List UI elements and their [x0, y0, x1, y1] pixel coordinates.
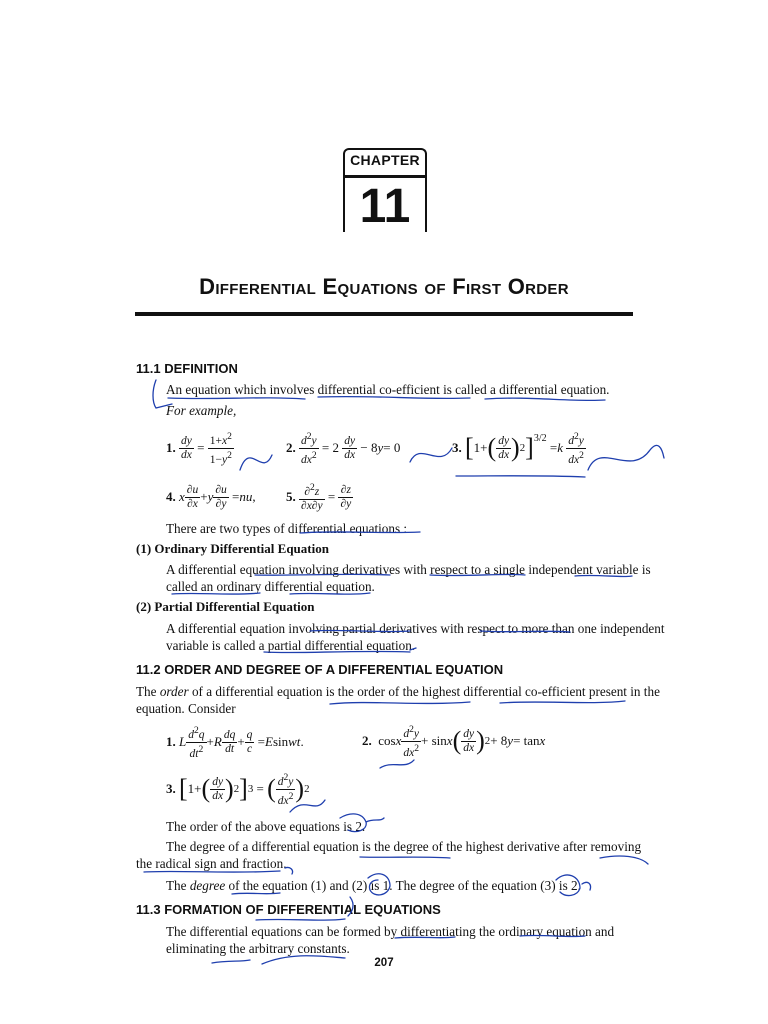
chapter-label: CHAPTER — [350, 152, 420, 168]
order-equation-2: 2. cos x $\frac{d^2y}{dx^2}$ + sin x ( $\frac{dy}{dx}$ ) 2 + 8 y = tan x — [362, 723, 546, 759]
section-heading-11-2: 11.2 ORDER AND DEGREE OF A DIFFERENTIAL EQUATION — [136, 662, 504, 677]
page-number: 207 — [374, 957, 394, 969]
example-equation-5: 5. $\frac{\partial^2z}{\partial x\partial y}$ = $\frac{\partial z}{\partial y}$ — [286, 482, 352, 512]
title-rule — [135, 312, 633, 316]
pde-title: (2) Partial Differential Equation — [136, 599, 315, 614]
ode-line-2: called an ordinary differential equation. — [166, 579, 375, 594]
formation-line-2: eliminating the arbitrary constants. — [166, 941, 350, 956]
example-equation-4: 4. x $\frac{\partial u}{\partial x}$ + y $\frac{\partial u}{\partial y}$ = nu , — [166, 483, 256, 510]
order-def-line-1: The order of a differential equation is the order of the highest differential co-efficient present in the — [136, 684, 660, 699]
formation-line-1: The differential equations can be formed by differentiating the ordinary equation and — [166, 924, 615, 939]
example-equation-2: 2. $\frac{d^2y}{dx^2}$ = 2 $\frac{dy}{dx}$ − 8 y = 0 — [286, 430, 401, 466]
example-equation-1: 1. $\frac{dy}{dx}$ = $\frac{1+x^2}{1-y^2}$ — [166, 430, 232, 466]
order-equation-3: 3. [ 1+ ( $\frac{dy}{dx}$ ) 2 ] 3 = ( $\frac{d^2y}{dx^2}$ ) 2 — [166, 771, 310, 807]
chapter-number: 11 — [359, 180, 411, 233]
ode-line-1: A differential equation involving derivatives with respect to a single independent variable is — [166, 562, 651, 577]
chapter-title: Differential Equations of First Order — [199, 274, 569, 299]
example-equation-3: 3. [ 1+ ( $\frac{dy}{dx}$ ) 2 ] $^{3/2}$ = k $\frac{d^2y}{dx^2}$ — [452, 430, 584, 466]
order-def-line-2: equation. Consider — [136, 701, 236, 716]
chapter-box — [343, 148, 427, 232]
degree-def-line-2: the radical sign and fraction. — [136, 856, 287, 871]
pde-line-2: variable is called a partial differential equation. — [166, 638, 416, 653]
degree-statement: The degree of the equation (1) and (2) is 1. The degree of the equation (3) is 2. — [166, 878, 581, 893]
ode-title: (1) Ordinary Differential Equation — [136, 541, 329, 556]
types-intro: There are two types of differential equations : — [166, 521, 408, 536]
section-heading-11-1: 11.1 DEFINITION — [136, 361, 238, 376]
degree-def-line-1: The degree of a differential equation is the degree of the highest derivative after removing — [166, 839, 642, 854]
order-statement: The order of the above equations is 2. — [166, 819, 366, 834]
section-heading-11-3: 11.3 FORMATION OF DIFFERENTIAL EQUATIONS — [136, 902, 441, 917]
pde-line-1: A differential equation involving partial derivatives with respect to more than one independent — [166, 621, 665, 636]
definition-text: An equation which involves differential co-efficient is called a differential equation. — [166, 382, 610, 397]
order-equation-1: 1. L $\frac{d^2q}{dt^2}$ + R $\frac{dq}{dt}$ + $\frac{q}{c}$ = E sin wt . — [166, 724, 304, 760]
for-example-text: For example, — [166, 403, 237, 418]
